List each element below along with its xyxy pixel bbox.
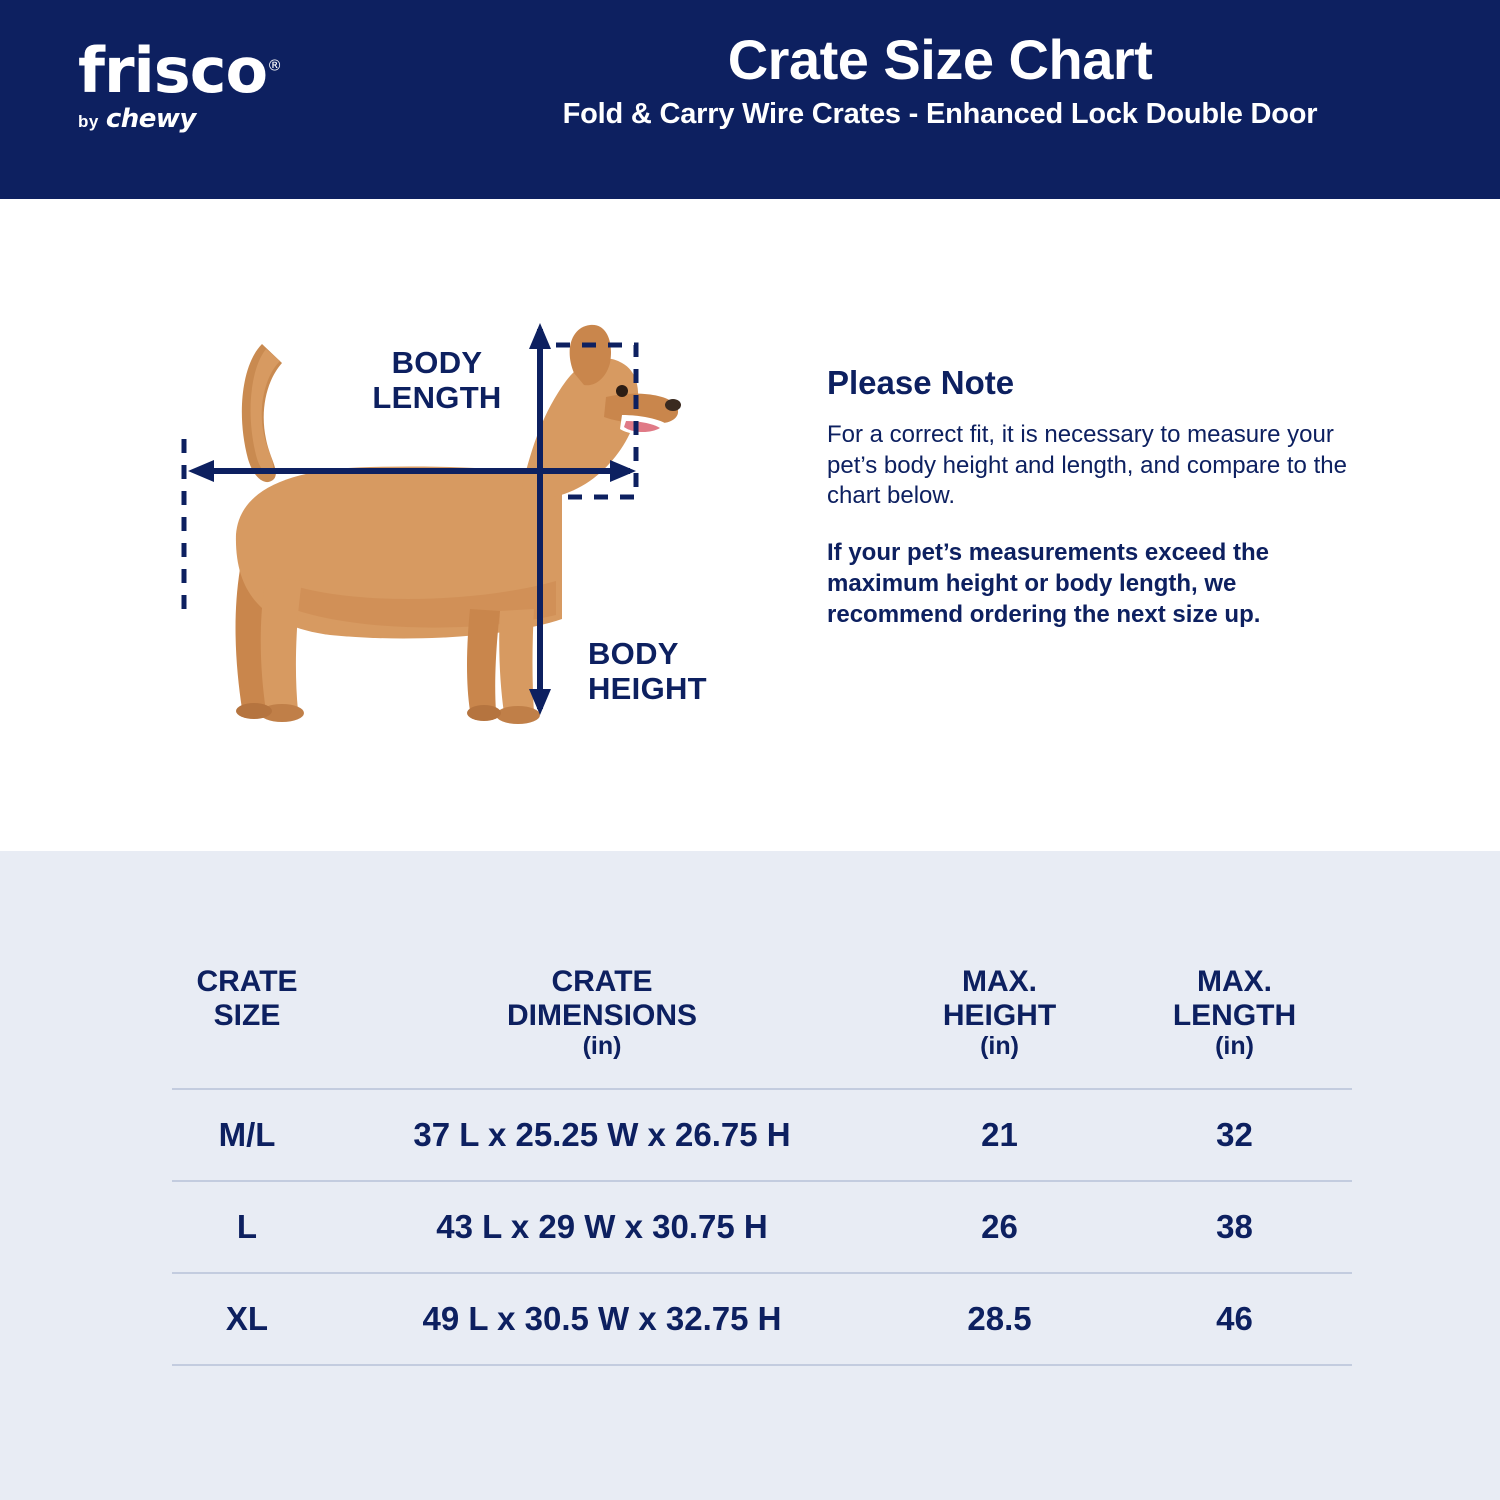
cell-max-length: 32 [1117, 1089, 1352, 1181]
measurement-section [0, 199, 1500, 851]
body-height-label [588, 637, 818, 706]
cell-crate-size: XL [172, 1273, 322, 1365]
chewy-wordmark: chewy [105, 104, 196, 134]
header-max-length [1117, 965, 1352, 1089]
note-paragraph-2: If your pet’s measurements exceed the maximum height or body length, we recommend ordering the next size up. [827, 539, 1269, 628]
logo-word-text: frisco [78, 34, 268, 107]
body-height-label-line1: BODY [588, 636, 679, 671]
cell-max-height: 21 [882, 1089, 1117, 1181]
cell-crate-dimensions: 37 L x 25.25 W x 26.75 H [322, 1089, 882, 1181]
logo-wordmark [78, 34, 282, 107]
header-crate-size [172, 965, 322, 1089]
table-header-row [172, 965, 1352, 1089]
note-paragraph-1: For a correct fit, it is necessary to measure your pet’s body height and length, and compare to the chart below. [827, 421, 1347, 510]
body-height-label-line2: HEIGHT [588, 670, 707, 706]
header-crate-dimensions-line2: DIMENSIONS [506, 998, 698, 1032]
cell-max-length: 38 [1117, 1181, 1352, 1273]
frisco-logo [78, 34, 378, 134]
cell-max-length: 46 [1117, 1273, 1352, 1365]
header-max-height-unit: (in) [980, 1032, 1019, 1061]
body-length-label [322, 346, 552, 415]
note-title: Please Note [827, 364, 1015, 401]
cell-max-height: 28.5 [882, 1273, 1117, 1365]
header-max-height-line1: MAX. [962, 965, 1037, 998]
header-crate-dimensions [322, 965, 882, 1089]
header-max-length-line1: MAX. [1197, 965, 1272, 998]
header-max-height-line2: HEIGHT [942, 998, 1057, 1032]
table-row [172, 1181, 1352, 1273]
cell-max-height: 26 [882, 1181, 1117, 1273]
registered-trademark-icon: ® [267, 56, 282, 75]
cell-crate-dimensions: 49 L x 30.5 W x 32.75 H [322, 1273, 882, 1365]
cell-crate-dimensions: 43 L x 29 W x 30.75 H [322, 1181, 882, 1273]
table-row [172, 1089, 1352, 1181]
header-crate-size-line2: SIZE [213, 998, 281, 1032]
page-header [0, 0, 1500, 199]
page-subtitle: Fold & Carry Wire Crates - Enhanced Lock Double Door [562, 98, 1318, 131]
header-crate-dimensions-unit: (in) [582, 1032, 622, 1061]
crate-size-table [172, 965, 1352, 1366]
table-row [172, 1273, 1352, 1365]
body-length-label-line2: LENGTH [372, 379, 502, 415]
header-max-length-line2: LENGTH [1172, 998, 1297, 1032]
header-crate-dimensions-line1: CRATE [551, 965, 653, 998]
cell-crate-size: M/L [172, 1089, 322, 1181]
cell-crate-size: L [172, 1181, 322, 1273]
body-length-label-line1: BODY [391, 345, 483, 380]
please-note-block [827, 364, 1347, 630]
header-text-block [400, 28, 1480, 131]
logo-byline [78, 104, 378, 134]
size-table-panel [0, 851, 1500, 1500]
dog-measurement-diagram [170, 319, 790, 739]
header-max-length-unit: (in) [1215, 1032, 1254, 1061]
header-crate-size-line1: CRATE [196, 965, 298, 998]
header-max-height [882, 965, 1117, 1089]
page-title: Crate Size Chart [727, 28, 1153, 91]
logo-by-text: by [78, 112, 99, 131]
